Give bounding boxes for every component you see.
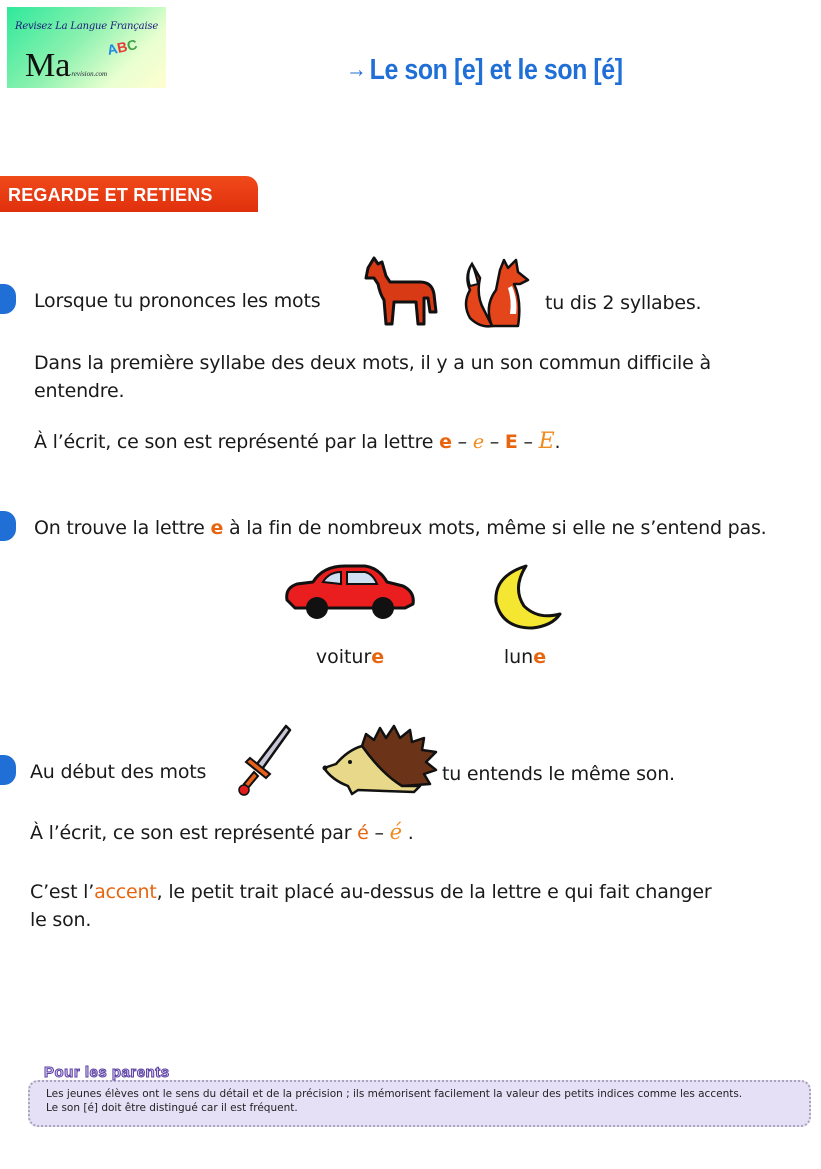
block3-line1-end: tu entends le même son. — [442, 763, 675, 785]
site-logo — [7, 7, 166, 88]
hedgehog-illustration — [322, 724, 440, 796]
letter-e-acute-print: é — [357, 822, 369, 844]
sword-illustration — [236, 722, 294, 798]
bullet-marker — [0, 284, 16, 314]
parents-note-title: Pour les parents — [44, 1064, 170, 1081]
page-title — [346, 54, 623, 87]
section-banner: REGARDE ET RETIENS — [0, 176, 258, 212]
example-word-voiture: voiture — [315, 646, 385, 668]
letter-E-print: E — [504, 431, 518, 453]
letter-E-cursive: E — [538, 429, 555, 454]
horse-illustration — [360, 254, 438, 326]
logo-site: -revision.com — [69, 70, 108, 78]
example-word-lune: lune — [503, 646, 547, 668]
abc-badge-icon: ABC — [105, 36, 139, 58]
letter-e-acute-cursive: é — [389, 820, 402, 844]
parents-note-line1: Les jeunes élèves ont le sens du détail et de la précision ; ils mémorisent facilement la valeur des petits indices comme les accents. — [46, 1088, 743, 1100]
block3-para3-line2: le son. — [30, 909, 92, 931]
arrow-right-icon: → — [346, 56, 367, 83]
moon-illustration — [490, 562, 564, 632]
block1-para2-line2: entendre. — [34, 380, 125, 402]
block1-line1-start: Lorsque tu prononces les mots — [34, 290, 321, 312]
letter-e-print: e — [439, 431, 452, 453]
logo-tagline: Revisez La Langue Française — [15, 21, 159, 32]
block1-line1-end: tu dis 2 syllabes. — [545, 292, 702, 314]
block3-line1-start: Au début des mots — [30, 761, 207, 783]
logo-brand: Ma — [25, 47, 71, 84]
fox-illustration — [462, 256, 534, 330]
highlight-accent: accent — [94, 881, 157, 903]
block1-para2-line1: Dans la première syllabe des deux mots, il y a un son commun difficile à — [34, 352, 711, 374]
page-title-text: Le son [e] et le son [é] — [369, 54, 623, 86]
block3-para2: À l’écrit, ce son est représenté par é – é . — [30, 820, 414, 844]
bullet-marker — [0, 755, 16, 785]
block1-para3: À l’écrit, ce son est représenté par la lettre e – e – E – E. — [34, 429, 561, 454]
parents-note-line2: Le son [é] doit être distingué car il est fréquent. — [46, 1102, 298, 1114]
letter-e-cursive: e — [472, 431, 484, 453]
letter-e: e — [210, 517, 224, 539]
parents-note-box — [28, 1080, 811, 1127]
block2-line: On trouve la lettre e à la fin de nombreux mots, même si elle ne s’entend pas. — [34, 517, 767, 539]
car-illustration — [283, 562, 417, 620]
block3-para3-line1: C’est l’accent, le petit trait placé au-dessus de la lettre e qui fait changer — [30, 881, 712, 903]
bullet-marker — [0, 511, 16, 541]
